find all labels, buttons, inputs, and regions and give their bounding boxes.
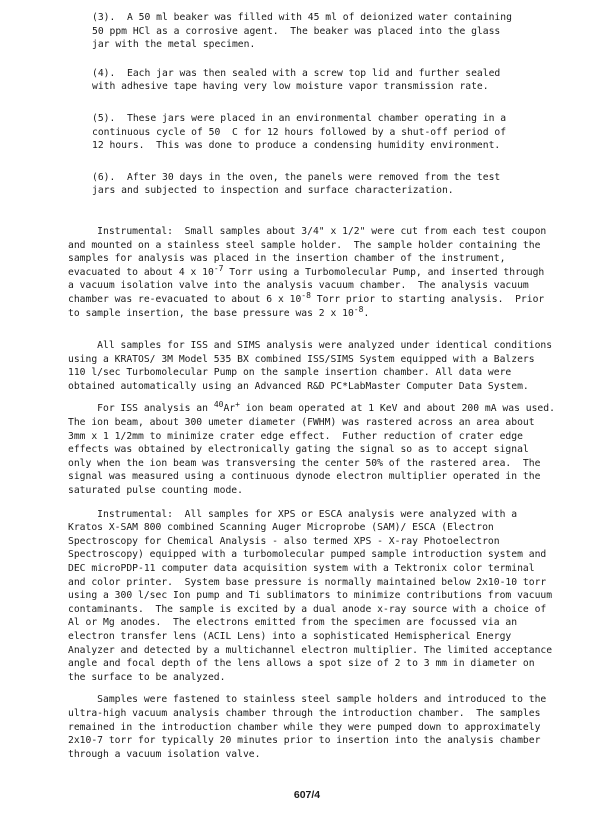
- superscript: 40: [213, 400, 224, 410]
- paragraph: [68, 508, 614, 685]
- superscript: -8: [353, 304, 364, 314]
- text-line: saturated pulse counting mode.: [68, 485, 243, 497]
- text-line: DEC microPDP-11 computer data acquisition system with a Tektronix color terminal: [68, 563, 535, 574]
- text-segment: to sample insertion, the base pressure was 2 x 10: [68, 307, 354, 319]
- text-line: obtained automatically using an Advanced R&D PC*LabMaster Computer Data System.: [68, 380, 529, 392]
- text-line: using a 300 l/sec Ion pump and Ti sublimators to minimize contributions from vacuum: [68, 590, 553, 602]
- superscript: +: [235, 400, 240, 410]
- text-line: signal was measured using a continuous dynode electron multiplier operated in the: [68, 471, 541, 483]
- superscript: -8: [301, 290, 311, 300]
- text-line: (5). These jars were placed in an environmental chamber operating in a: [92, 112, 507, 124]
- text-line: and color printer. System base pressure is normally maintained below 2x10-10 torr: [68, 576, 547, 588]
- text-line: 2x10-7 torr for typically 20 minutes prior to insertion into the analysis chamber: [68, 735, 541, 747]
- text-segment: For ISS analysis an: [68, 403, 214, 415]
- text-segment: .: [363, 307, 370, 319]
- text-line: Instrumental: Small samples about 3/4" x 1/2" were cut from each test coupon: [68, 225, 547, 237]
- text-line: electron transfer lens (ACIL Lens) into a sophisticated Hemispherical Energy: [68, 630, 512, 642]
- text-line: Spectroscopy for Chemical Analysis - also termed XPS - X-ray Photoelectron: [68, 535, 500, 547]
- text-line: [68, 304, 614, 321]
- paragraph: [68, 693, 614, 761]
- text-line: only when the ion beam was transversing the center 50% of the rastered area. The: [68, 457, 541, 469]
- paragraph: [68, 225, 614, 320]
- paragraph: [68, 402, 614, 497]
- text-line: 3mm x 1 1/2mm to minimize crater edge effect. Futher reduction of crater edge: [68, 430, 523, 442]
- text-line: continuous cycle of 50 C for 12 hours followed by a shut-off period of: [92, 126, 507, 138]
- paragraph: [92, 171, 614, 198]
- text-segment: ion beam operated at 1 KeV and about 200 mA was used.: [239, 403, 555, 415]
- text-line: effects was obtained by electronically gating the signal so as to accept signal: [68, 444, 529, 456]
- text-line: jars and subjected to inspection and surface characterization.: [92, 185, 454, 197]
- paragraph: [92, 11, 614, 52]
- text-segment: Ar: [223, 403, 236, 415]
- text-segment: Torr using a Turbomolecular Pump, and inserted through: [223, 266, 545, 278]
- document-page: [0, 11, 614, 761]
- superscript: -7: [213, 263, 224, 273]
- text-line: Analyzer and detected by a multichannel electron multiplier. The limited acceptance: [68, 644, 553, 656]
- text-line: [68, 263, 614, 280]
- text-line: jar with the metal specimen.: [92, 39, 256, 51]
- text-line: and mounted on a stainless steel sample holder. The sample holder containing the: [68, 239, 541, 251]
- text-line: contaminants. The sample is excited by a dual anode x-ray source with a choice of: [68, 603, 547, 615]
- text-line: (4). Each jar was then sealed with a screw top lid and further sealed: [92, 67, 501, 79]
- paragraph: [92, 67, 614, 94]
- text-segment: evacuated to about 4 x 10: [68, 266, 214, 278]
- text-segment: Torr prior to starting analysis. Prior: [310, 293, 545, 305]
- text-line: All samples for ISS and SIMS analysis were analyzed under identical conditions: [68, 340, 553, 352]
- paragraph: [92, 112, 614, 153]
- text-line: the surface to be analyzed.: [68, 671, 226, 683]
- text-line: a vacuum isolation valve into the analysis vacuum chamber. The analysis vacuum: [68, 280, 529, 292]
- text-line: 110 l/sec Turbomolecular Pump on the sample insertion chamber. All data were: [68, 367, 512, 379]
- text-line: through a vacuum isolation valve.: [68, 748, 261, 760]
- text-line: Samples were fastened to stainless steel sample holders and introduced to the: [68, 694, 547, 706]
- text-line: ultra-high vacuum analysis chamber through the introduction chamber. The samples: [68, 707, 541, 719]
- text-line: (3). A 50 ml beaker was filled with 45 ml of deionized water containing: [92, 12, 512, 23]
- text-line: Spectroscopy) equipped with a turbomolecular pumped sample introduction system and: [68, 549, 547, 561]
- text-line: with adhesive tape having very low moisture vapor transmission rate.: [92, 81, 489, 93]
- text-line: [68, 402, 614, 416]
- text-line: 12 hours. This was done to produce a condensing humidity environment.: [92, 140, 501, 152]
- text-line: 50 ppm HCl as a corrosive agent. The beaker was placed into the glass: [92, 25, 501, 37]
- text-line: angle and focal depth of the lens allows a spot size of 2 to 3 mm in diameter on: [68, 658, 535, 670]
- paragraph: [68, 339, 614, 393]
- text-line: Kratos X-SAM 800 combined Scanning Auger Microprobe (SAM)/ ESCA (Electron: [68, 522, 494, 534]
- text-line: (6). After 30 days in the oven, the panels were removed from the test: [92, 171, 501, 183]
- text-line: using a KRATOS/ 3M Model 535 BX combined ISS/SIMS System equipped with a Balzers: [68, 353, 535, 365]
- text-line: samples for analysis was placed in the insertion chamber of the instrument,: [68, 253, 506, 265]
- text-line: Instrumental: All samples for XPS or ESCA analysis were analyzed with a: [68, 508, 518, 520]
- text-segment: chamber was re-evacuated to about 6 x 10: [68, 293, 302, 305]
- text-line: The ion beam, about 300 umeter diameter (FWHM) was rastered across an area about: [68, 417, 535, 429]
- text-line: Al or Mg anodes. The electrons emitted from the specimen are focussed via an: [68, 617, 518, 629]
- text-line: [68, 290, 614, 307]
- text-line: remained in the introduction chamber while they were pumped down to approximately: [68, 721, 541, 733]
- page-number: 607/4: [293, 789, 321, 801]
